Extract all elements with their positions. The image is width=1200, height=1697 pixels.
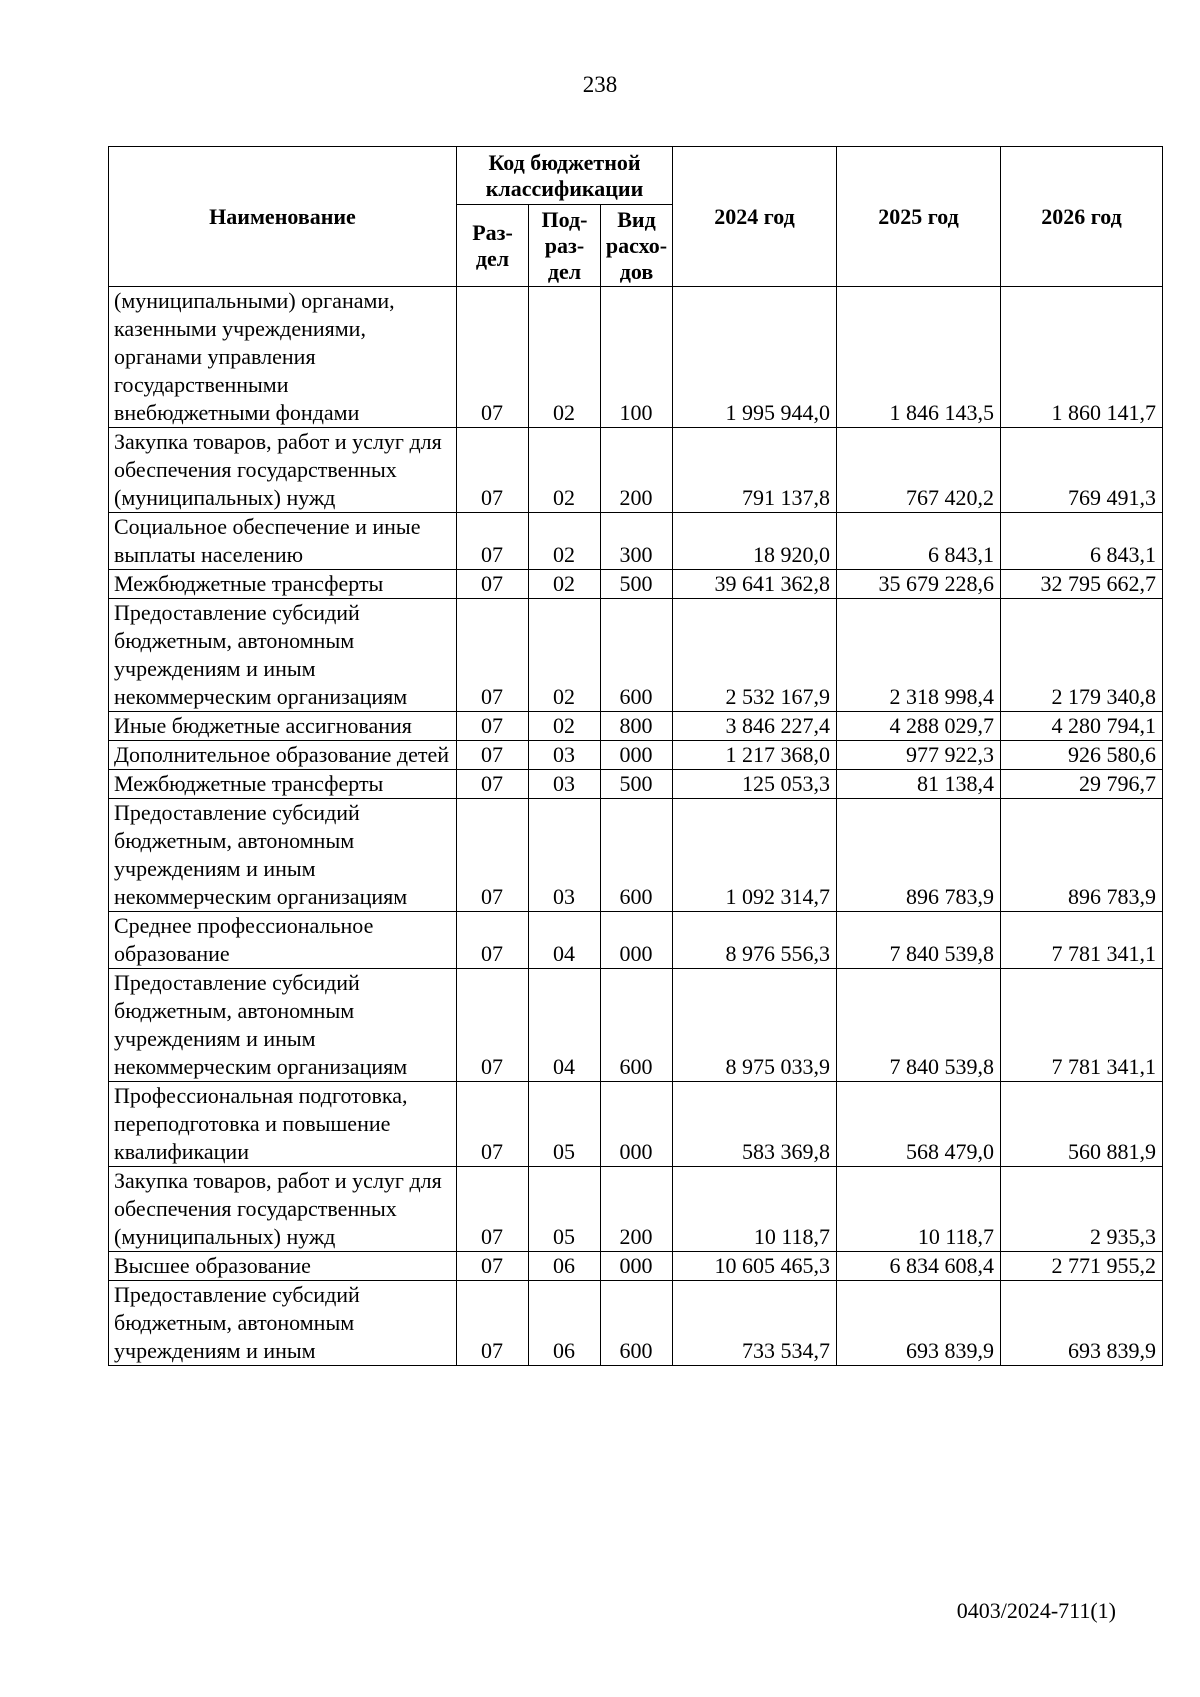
- row-podrazdel-cell: 02: [529, 287, 601, 428]
- budget-table: [108, 146, 1163, 1366]
- row-razdel-cell: 07: [457, 712, 529, 741]
- row-name-cell: Межбюджетные трансферты: [109, 570, 457, 599]
- table-row: [109, 912, 1163, 969]
- header-razdel: Раз-дел: [457, 205, 529, 287]
- page-number: 238: [582, 72, 618, 97]
- row-2024-cell: 1 995 944,0: [673, 287, 837, 428]
- row-podrazdel-cell: 05: [529, 1167, 601, 1252]
- row-razdel-cell: 07: [457, 799, 529, 912]
- header-code-group: Код бюджетной классификации: [457, 147, 673, 205]
- row-2025-cell: 767 420,2: [837, 428, 1001, 513]
- row-razdel-cell: 07: [457, 1167, 529, 1252]
- row-vid-cell: 500: [601, 770, 673, 799]
- row-2025-cell: 2 318 998,4: [837, 599, 1001, 712]
- row-2024-cell: 8 975 033,9: [673, 969, 837, 1082]
- row-2026-cell: 769 491,3: [1001, 428, 1163, 513]
- row-razdel-cell: 07: [457, 1281, 529, 1366]
- row-vid-cell: 000: [601, 1082, 673, 1167]
- table-row: [109, 599, 1163, 712]
- row-name-cell: Закупка товаров, работ и услуг для обеспечения государственных (муниципальных) нужд: [109, 1167, 457, 1252]
- row-2025-cell: 1 846 143,5: [837, 287, 1001, 428]
- row-2026-cell: 693 839,9: [1001, 1281, 1163, 1366]
- table-row: [109, 712, 1163, 741]
- table-header: [109, 147, 1163, 287]
- row-razdel-cell: 07: [457, 770, 529, 799]
- row-name-cell: Межбюджетные трансферты: [109, 770, 457, 799]
- row-2024-cell: 2 532 167,9: [673, 599, 837, 712]
- row-razdel-cell: 07: [457, 969, 529, 1082]
- row-podrazdel-cell: 04: [529, 912, 601, 969]
- row-podrazdel-cell: 02: [529, 570, 601, 599]
- row-2024-cell: 583 369,8: [673, 1082, 837, 1167]
- row-2026-cell: 4 280 794,1: [1001, 712, 1163, 741]
- row-2025-cell: 35 679 228,6: [837, 570, 1001, 599]
- row-podrazdel-cell: 03: [529, 741, 601, 770]
- row-2024-cell: 1 217 368,0: [673, 741, 837, 770]
- row-podrazdel-cell: 02: [529, 428, 601, 513]
- row-vid-cell: 800: [601, 712, 673, 741]
- row-razdel-cell: 07: [457, 513, 529, 570]
- row-2026-cell: 6 843,1: [1001, 513, 1163, 570]
- header-name: Наименование: [109, 147, 457, 287]
- row-2024-cell: 791 137,8: [673, 428, 837, 513]
- row-2026-cell: 32 795 662,7: [1001, 570, 1163, 599]
- row-2025-cell: 896 783,9: [837, 799, 1001, 912]
- row-2024-cell: 8 976 556,3: [673, 912, 837, 969]
- row-podrazdel-cell: 04: [529, 969, 601, 1082]
- row-2025-cell: 10 118,7: [837, 1167, 1001, 1252]
- row-vid-cell: 100: [601, 287, 673, 428]
- row-podrazdel-cell: 03: [529, 770, 601, 799]
- row-vid-cell: 000: [601, 741, 673, 770]
- row-name-cell: Профессиональная подготовка, переподготовка и повышение квалификации: [109, 1082, 457, 1167]
- table-row: [109, 1167, 1163, 1252]
- row-name-cell: Иные бюджетные ассигнования: [109, 712, 457, 741]
- row-2026-cell: 896 783,9: [1001, 799, 1163, 912]
- table-row: [109, 1082, 1163, 1167]
- row-2024-cell: 733 534,7: [673, 1281, 837, 1366]
- row-name-cell: Предоставление субсидий бюджетным, автономным учреждениям и иным некоммерческим организациям: [109, 969, 457, 1082]
- row-podrazdel-cell: 03: [529, 799, 601, 912]
- row-2024-cell: 10 605 465,3: [673, 1252, 837, 1281]
- row-razdel-cell: 07: [457, 599, 529, 712]
- row-vid-cell: 600: [601, 969, 673, 1082]
- row-razdel-cell: 07: [457, 912, 529, 969]
- row-name-cell: Дополнительное образование детей: [109, 741, 457, 770]
- row-2025-cell: 693 839,9: [837, 1281, 1001, 1366]
- table-body: [109, 287, 1163, 1366]
- row-2024-cell: 10 118,7: [673, 1167, 837, 1252]
- row-razdel-cell: 07: [457, 287, 529, 428]
- table-row: [109, 770, 1163, 799]
- row-podrazdel-cell: 02: [529, 513, 601, 570]
- header-2026: 2026 год: [1001, 147, 1163, 287]
- row-vid-cell: 600: [601, 799, 673, 912]
- row-2025-cell: 6 843,1: [837, 513, 1001, 570]
- row-2026-cell: 29 796,7: [1001, 770, 1163, 799]
- row-2025-cell: 81 138,4: [837, 770, 1001, 799]
- row-vid-cell: 600: [601, 599, 673, 712]
- row-name-cell: Высшее образование: [109, 1252, 457, 1281]
- row-2024-cell: 125 053,3: [673, 770, 837, 799]
- row-2026-cell: 2 935,3: [1001, 1167, 1163, 1252]
- header-vid: Вид расхо-дов: [601, 205, 673, 287]
- header-2024: 2024 год: [673, 147, 837, 287]
- row-razdel-cell: 07: [457, 1082, 529, 1167]
- table-row: [109, 513, 1163, 570]
- table-row: [109, 287, 1163, 428]
- row-name-cell: Закупка товаров, работ и услуг для обеспечения государственных (муниципальных) нужд: [109, 428, 457, 513]
- table-row: [109, 1281, 1163, 1366]
- row-razdel-cell: 07: [457, 428, 529, 513]
- row-podrazdel-cell: 06: [529, 1252, 601, 1281]
- row-2024-cell: 18 920,0: [673, 513, 837, 570]
- table-row: [109, 969, 1163, 1082]
- row-vid-cell: 300: [601, 513, 673, 570]
- row-name-cell: (муниципальными) органами, казенными учреждениями, органами управления государственными внебюджетными фондами: [109, 287, 457, 428]
- row-2026-cell: 7 781 341,1: [1001, 912, 1163, 969]
- row-2024-cell: 1 092 314,7: [673, 799, 837, 912]
- row-2025-cell: 4 288 029,7: [837, 712, 1001, 741]
- row-2025-cell: 977 922,3: [837, 741, 1001, 770]
- row-name-cell: Предоставление субсидий бюджетным, автономным учреждениям и иным некоммерческим организациям: [109, 599, 457, 712]
- row-name-cell: Среднее профессиональное образование: [109, 912, 457, 969]
- table-row: [109, 570, 1163, 599]
- row-vid-cell: 500: [601, 570, 673, 599]
- row-2026-cell: 560 881,9: [1001, 1082, 1163, 1167]
- table-row: [109, 741, 1163, 770]
- table-row: [109, 428, 1163, 513]
- row-2025-cell: 7 840 539,8: [837, 969, 1001, 1082]
- row-razdel-cell: 07: [457, 570, 529, 599]
- row-2024-cell: 39 641 362,8: [673, 570, 837, 599]
- row-vid-cell: 200: [601, 428, 673, 513]
- row-2026-cell: 2 771 955,2: [1001, 1252, 1163, 1281]
- row-2025-cell: 6 834 608,4: [837, 1252, 1001, 1281]
- row-podrazdel-cell: 06: [529, 1281, 601, 1366]
- row-name-cell: Предоставление субсидий бюджетным, автономным учреждениям и иным: [109, 1281, 457, 1366]
- document-code: 0403/2024-711(1): [956, 1598, 1116, 1623]
- table-row: [109, 1252, 1163, 1281]
- row-razdel-cell: 07: [457, 1252, 529, 1281]
- row-name-cell: Социальное обеспечение и иные выплаты населению: [109, 513, 457, 570]
- row-podrazdel-cell: 05: [529, 1082, 601, 1167]
- row-podrazdel-cell: 02: [529, 712, 601, 741]
- row-2025-cell: 7 840 539,8: [837, 912, 1001, 969]
- row-2024-cell: 3 846 227,4: [673, 712, 837, 741]
- row-podrazdel-cell: 02: [529, 599, 601, 712]
- table-row: [109, 799, 1163, 912]
- row-vid-cell: 000: [601, 912, 673, 969]
- header-podrazdel: Под-раз-дел: [529, 205, 601, 287]
- row-vid-cell: 600: [601, 1281, 673, 1366]
- row-vid-cell: 000: [601, 1252, 673, 1281]
- header-2025: 2025 год: [837, 147, 1001, 287]
- row-razdel-cell: 07: [457, 741, 529, 770]
- row-2025-cell: 568 479,0: [837, 1082, 1001, 1167]
- row-2026-cell: 7 781 341,1: [1001, 969, 1163, 1082]
- row-vid-cell: 200: [601, 1167, 673, 1252]
- row-2026-cell: 1 860 141,7: [1001, 287, 1163, 428]
- row-2026-cell: 926 580,6: [1001, 741, 1163, 770]
- row-2026-cell: 2 179 340,8: [1001, 599, 1163, 712]
- row-name-cell: Предоставление субсидий бюджетным, автономным учреждениям и иным некоммерческим организациям: [109, 799, 457, 912]
